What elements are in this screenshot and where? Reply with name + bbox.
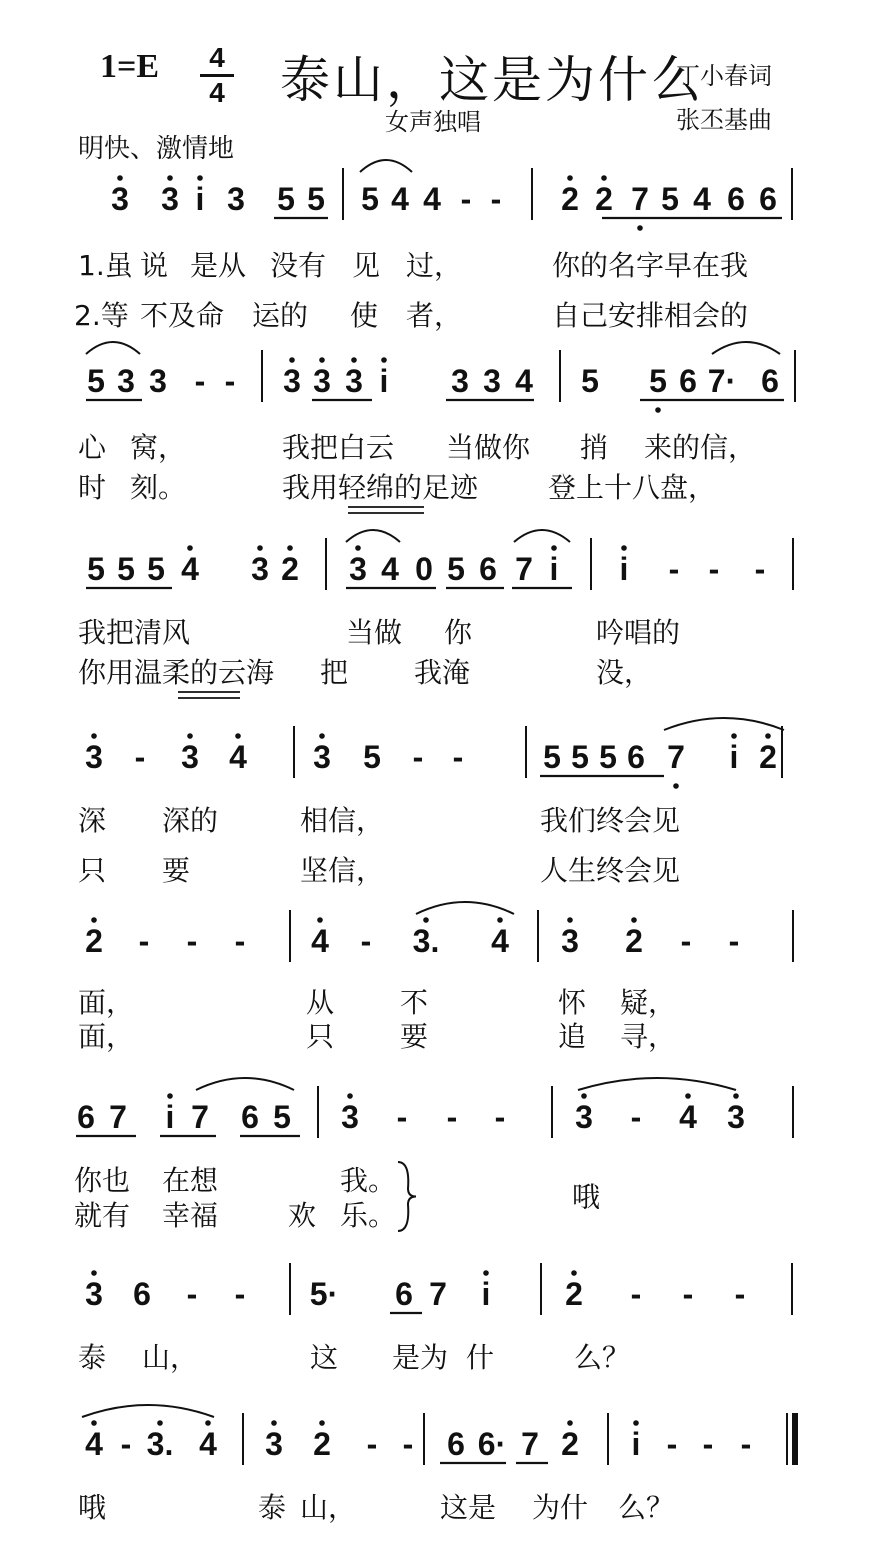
note: 3	[451, 363, 469, 399]
note: 5	[273, 1099, 291, 1135]
note: 3	[85, 739, 103, 775]
slur	[82, 1405, 214, 1417]
note: 3	[341, 1099, 359, 1135]
octave-dot-high	[167, 175, 173, 181]
octave-dot-high	[289, 357, 295, 363]
note-dash: -	[412, 739, 424, 775]
note: 3	[161, 181, 179, 217]
slur	[514, 530, 570, 542]
note-dash: -	[396, 1099, 408, 1135]
lyric-verse2: 不及命	[140, 299, 225, 332]
lyric-verse1: 当做	[346, 616, 403, 649]
note: 4	[381, 551, 399, 587]
note: 5	[87, 363, 105, 399]
note-dash: -	[494, 1099, 506, 1135]
note: 3	[727, 1099, 745, 1135]
note: 3	[117, 363, 135, 399]
lyric-verse2: 自己安排相会的	[552, 299, 749, 332]
note: 2	[561, 181, 579, 217]
lyric-verse2: 幸福	[162, 1199, 219, 1232]
performance-note: 女声独唱	[385, 108, 481, 136]
lyric-verse1: 从	[306, 986, 335, 1019]
octave-dot-high	[197, 175, 203, 181]
lyric-verse2: 乐。	[340, 1199, 397, 1232]
note: i	[631, 1426, 641, 1462]
lyric-verse1: 见	[352, 249, 381, 282]
note: 3	[313, 363, 331, 399]
note: 4	[515, 363, 533, 399]
slur	[196, 1078, 294, 1090]
note: 5	[307, 181, 325, 217]
octave-dot-high	[91, 1270, 97, 1276]
note-dash: -	[186, 1276, 198, 1312]
octave-dot-high	[117, 175, 123, 181]
lyric-verse1: 在想	[162, 1164, 219, 1197]
note: i	[619, 551, 629, 587]
note: 7	[521, 1426, 539, 1462]
note: 3	[313, 739, 331, 775]
lyric-verse2: 我用轻绵的足迹	[282, 471, 479, 504]
lyric-verse2: 面，	[78, 1020, 135, 1053]
octave-dot-high	[551, 545, 557, 551]
octave-dot-high	[567, 917, 573, 923]
note: 6	[241, 1099, 259, 1135]
octave-dot-high	[271, 1420, 277, 1426]
note-dash: -	[234, 923, 246, 959]
octave-dot-high	[235, 733, 241, 739]
note-dash: -	[630, 1276, 642, 1312]
slur	[360, 160, 412, 172]
note: i	[195, 181, 205, 217]
note-dash: -	[740, 1426, 752, 1462]
octave-dot-high	[317, 917, 323, 923]
note-dash: -	[360, 923, 372, 959]
lyric-verse2: 要	[400, 1020, 429, 1053]
octave-dot-high	[167, 1093, 173, 1099]
lyric-verse1: 相信，	[300, 804, 385, 837]
note: 2	[565, 1276, 583, 1312]
note: 6	[727, 181, 745, 217]
octave-dot-high	[351, 357, 357, 363]
note-dash: -	[138, 923, 150, 959]
note: 6	[479, 551, 497, 587]
lyric-brace	[398, 1162, 416, 1231]
note: i	[379, 363, 389, 399]
note: 3	[111, 181, 129, 217]
lyric-verse1: 么？	[618, 1491, 675, 1524]
note: i	[549, 551, 559, 587]
note-dash: -	[728, 923, 740, 959]
note-dash: -	[682, 1276, 694, 1312]
lyric-verse2: 要	[162, 854, 191, 887]
octave-dot-high	[157, 1420, 163, 1426]
note-dash: -	[460, 181, 472, 217]
note: 2	[625, 923, 643, 959]
lyric-verse2: 没，	[596, 656, 653, 689]
lyric-verse1: 不	[400, 986, 429, 1019]
lyric-verse2: 就有	[74, 1199, 131, 1232]
note: 3	[561, 923, 579, 959]
octave-dot-high	[91, 1420, 97, 1426]
note-dash: -	[666, 1426, 678, 1462]
octave-dot-high	[319, 733, 325, 739]
lyric-verse1: 当做你	[446, 431, 531, 464]
octave-dot-high	[601, 175, 607, 181]
note: 5	[543, 739, 561, 775]
lyric-verse1: 来的信，	[644, 431, 757, 464]
note-dash: -	[754, 551, 766, 587]
note-dash: -	[734, 1276, 746, 1312]
octave-dot-high	[319, 357, 325, 363]
octave-dot-high	[765, 733, 771, 739]
key-signature: 1=E	[100, 48, 160, 85]
octave-dot-high	[91, 733, 97, 739]
note: 3.	[412, 923, 440, 959]
note: 3	[149, 363, 167, 399]
note: 4	[181, 551, 199, 587]
slur	[416, 902, 514, 914]
note: 5	[447, 551, 465, 587]
note-dash: -	[366, 1426, 378, 1462]
lyric-verse1: 捎	[580, 431, 609, 464]
lyric-verse1: 窝，	[130, 431, 187, 464]
lyric-verse1: 泰	[258, 1491, 287, 1524]
octave-dot-high	[91, 917, 97, 923]
note: i	[729, 739, 739, 775]
lyric-verse2: 运的	[252, 299, 309, 332]
octave-dot-high	[567, 175, 573, 181]
note: 7	[631, 181, 649, 217]
lyric-verse2: 登上十八盘，	[548, 471, 717, 504]
lyric-verse1: 说	[140, 249, 169, 282]
note: 5	[87, 551, 105, 587]
note: 5	[661, 181, 679, 217]
note: 5	[599, 739, 617, 775]
note: 4	[391, 181, 409, 217]
note: 4	[229, 739, 247, 775]
lyric-verse1: 这是	[440, 1491, 497, 1524]
lyric-verse2: 刻。	[130, 471, 187, 504]
octave-dot-high	[483, 1270, 489, 1276]
note: 3	[575, 1099, 593, 1135]
note: 6	[447, 1426, 465, 1462]
octave-dot-high	[621, 545, 627, 551]
slur	[578, 1078, 736, 1090]
lyric-verse1: 面，	[78, 986, 135, 1019]
note-dash: -	[224, 363, 236, 399]
note-dash: -	[446, 1099, 458, 1135]
octave-dot-high	[355, 545, 361, 551]
octave-dot-high	[731, 733, 737, 739]
note: i	[165, 1099, 175, 1135]
octave-dot-high	[423, 917, 429, 923]
lyric-verse1: 我把白云	[282, 431, 395, 464]
octave-dot-high	[187, 545, 193, 551]
note: 3	[345, 363, 363, 399]
note: 4	[311, 923, 329, 959]
note: 4	[199, 1426, 217, 1462]
note: 2	[595, 181, 613, 217]
note: 4	[423, 181, 441, 217]
note: i	[481, 1276, 491, 1312]
note: 3	[251, 551, 269, 587]
note: 3	[283, 363, 301, 399]
lyric-verse1: 深	[78, 804, 107, 837]
lyric-verse2: 只	[78, 854, 107, 887]
lyric-verse1: 疑，	[620, 986, 677, 1019]
lyric-verse2: 欢	[288, 1199, 317, 1232]
lyric-verse1: 怀	[558, 986, 587, 1019]
lyric-verse1: 泰	[78, 1341, 107, 1374]
note-dash: -	[490, 181, 502, 217]
lyric-verse1: 我。	[340, 1164, 397, 1197]
note: 3	[349, 551, 367, 587]
octave-dot-low	[655, 407, 661, 413]
note: 2	[759, 739, 777, 775]
octave-dot-high	[497, 917, 503, 923]
slur	[664, 718, 784, 730]
note: 3	[85, 1276, 103, 1312]
lyric-verse1: 你	[444, 616, 473, 649]
lyric-verse1: 是从	[190, 249, 247, 282]
note: 5	[147, 551, 165, 587]
time-signature-bottom: 4	[209, 77, 225, 108]
octave-dot-high	[633, 1420, 639, 1426]
song-title: 泰山，这是为什么	[280, 51, 704, 109]
note: 7	[191, 1099, 209, 1135]
lyric-verse1: 深的	[162, 804, 219, 837]
note-dash: -	[452, 739, 464, 775]
octave-dot-high	[205, 1420, 211, 1426]
octave-dot-high	[381, 357, 387, 363]
note: 7	[667, 739, 685, 775]
octave-dot-low	[673, 783, 679, 789]
note: 2	[281, 551, 299, 587]
lyric-verse1: 吟唱的	[596, 616, 681, 649]
lyric-verse2: 2.等	[74, 299, 129, 332]
lyricist-credit: 丁小春词	[676, 62, 772, 90]
lyric-verse2: 只	[306, 1020, 335, 1053]
lyric-verse1: 没有	[270, 249, 327, 282]
note-dash: -	[702, 1426, 714, 1462]
note: 4	[491, 923, 509, 959]
lyric-verse2: 追	[558, 1020, 587, 1053]
time-signature-top: 4	[209, 42, 225, 73]
slur	[712, 342, 780, 354]
lyric-verse2: 坚信，	[300, 854, 385, 887]
lyric-verse2: 者，	[406, 299, 463, 332]
note: 6	[761, 363, 779, 399]
slur	[86, 342, 140, 354]
lyric-verse2: 我淹	[414, 656, 471, 689]
lyric-verse1: 哦	[78, 1491, 107, 1524]
note: 6	[759, 181, 777, 217]
note: 2	[85, 923, 103, 959]
lyric-verse1: 这	[310, 1341, 339, 1374]
octave-dot-high	[319, 1420, 325, 1426]
lyric-verse1: 1.虽	[78, 249, 133, 282]
note: 5	[277, 181, 295, 217]
lyric-verse1: 过，	[406, 249, 463, 282]
note: 7	[429, 1276, 447, 1312]
note: 3	[227, 181, 245, 217]
octave-dot-high	[187, 733, 193, 739]
lyric-verse1: 么？	[574, 1341, 631, 1374]
octave-dot-high	[581, 1093, 587, 1099]
note: 4	[693, 181, 711, 217]
note: 6	[679, 363, 697, 399]
note: 3.	[146, 1426, 174, 1462]
note: 5	[117, 551, 135, 587]
note: 5	[571, 739, 589, 775]
tempo-marking: 明快、激情地	[78, 134, 235, 164]
lyric-verse2: 你用温柔的云海	[78, 656, 275, 689]
note-dash: -	[186, 923, 198, 959]
note: 7	[515, 551, 533, 587]
note-dash: -	[194, 363, 206, 399]
note-dash: -	[402, 1426, 414, 1462]
lyric-verse2: 时	[78, 471, 107, 504]
note: 4	[679, 1099, 697, 1135]
octave-dot-high	[287, 545, 293, 551]
note: 3	[265, 1426, 283, 1462]
note: 3	[483, 363, 501, 399]
note-dash: -	[630, 1099, 642, 1135]
note: 3	[181, 739, 199, 775]
note: 2	[561, 1426, 579, 1462]
lyric-verse1: 你也	[74, 1164, 131, 1197]
octave-dot-high	[571, 1270, 577, 1276]
note: 5	[363, 739, 381, 775]
octave-dot-high	[347, 1093, 353, 1099]
octave-dot-high	[567, 1420, 573, 1426]
note: 0	[415, 551, 433, 587]
note: 6·	[477, 1426, 507, 1462]
lyric-verse1: 我把清风	[78, 616, 191, 649]
lyric-verse1: 山，	[300, 1491, 357, 1524]
note: 6	[77, 1099, 95, 1135]
composer-credit: 张丕基曲	[676, 106, 772, 134]
octave-dot-high	[685, 1093, 691, 1099]
lyric-verse1: 你的名字早在我	[552, 249, 749, 282]
lyric-verse2: 人生终会见	[540, 854, 681, 887]
lyric-verse1: 是为	[392, 1341, 449, 1374]
slur	[346, 530, 400, 542]
lyric-verse1: 我们终会见	[540, 804, 681, 837]
lyric-verse2: 寻，	[620, 1020, 677, 1053]
note: 4	[85, 1426, 103, 1462]
octave-dot-high	[257, 545, 263, 551]
lyric-verse1: 山，	[142, 1341, 199, 1374]
lyric-verse2: 把	[320, 656, 349, 689]
octave-dot-low	[637, 225, 643, 231]
note: 7·	[707, 363, 737, 399]
note-dash: -	[668, 551, 680, 587]
note: 5·	[309, 1276, 339, 1312]
note: 6	[133, 1276, 151, 1312]
note: 6	[395, 1276, 413, 1312]
note: 2	[313, 1426, 331, 1462]
note-dash: -	[234, 1276, 246, 1312]
note: 5	[361, 181, 379, 217]
note-dash: -	[120, 1426, 132, 1462]
lyric-verse1: 心	[78, 431, 107, 464]
lyric-verse1: 什	[466, 1341, 495, 1374]
lyric-interjection: 哦	[572, 1180, 601, 1214]
note-dash: -	[708, 551, 720, 587]
note: 6	[627, 739, 645, 775]
note-dash: -	[134, 739, 146, 775]
note: 5	[649, 363, 667, 399]
octave-dot-high	[733, 1093, 739, 1099]
note: 5	[581, 363, 599, 399]
lyric-verse2: 使	[350, 299, 379, 332]
note-dash: -	[680, 923, 692, 959]
lyric-verse1: 为什	[532, 1491, 589, 1524]
octave-dot-high	[631, 917, 637, 923]
note: 7	[109, 1099, 127, 1135]
